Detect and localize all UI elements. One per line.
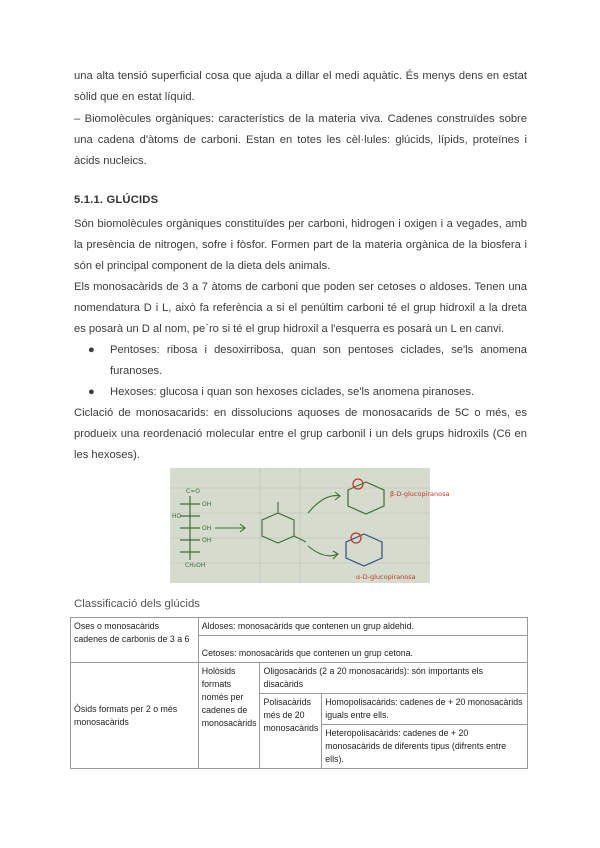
cell-aldoses	[198, 618, 527, 636]
cell-holosids: Holòsids formats només per cadenes de monosacàrids	[198, 663, 260, 769]
section-heading: 5.1.1. GLÚCIDS	[74, 194, 159, 206]
bullet-text: Pentoses: ribosa i desoxirribosa, quan son pentoses ciclades, se'ls anomena furanoses.	[110, 344, 527, 378]
def-aldoses: : monosacàrids que contenen un grup aldehid.	[233, 621, 414, 631]
cyclization-drawing	[170, 468, 450, 583]
bullet-hexoses	[88, 382, 527, 403]
bullet-text: Hexoses: glucosa i quan son hexoses ciclades, se'ls anomena piranoses.	[110, 386, 475, 398]
table-caption: Classificació dels glúcids	[74, 598, 200, 610]
svg-text:CH₂OH: CH₂OH	[185, 562, 206, 569]
paragraph-glucids-definition: Són biomolècules orgàniques constituïdes per carboni, hidrogen i oxigen i a vegades, amb la presència de nitrogen, sofre i fòsfor. Formen part de la materia orgànica de la biosfera i són el principal component de la dieta dels animals.	[74, 218, 527, 273]
svg-text:C=O: C=O	[186, 488, 200, 495]
cell-polisacarids: Polisacàrids més de 20 monosacàrids	[260, 694, 322, 769]
paragraph-biomolecules: – Biomolècules orgàniques: característics de la materia viva. Cadenes construïdes sobre una cadena d'àtoms de carboni. Estan en totes les cèl·lules: glúcids, lípids, proteïnes i àcids nucleics.	[74, 113, 527, 168]
svg-text:OH: OH	[202, 525, 212, 532]
svg-text:OH: OH	[202, 537, 212, 544]
def-cetoses: : monosacàrids que contenen un grup cetona.	[234, 648, 413, 658]
cell-oligosacarids: Oligosacàrids (2 a 20 monosacàrids): són importants els disacàrids	[260, 663, 528, 694]
handwritten-cyclization-figure	[170, 468, 450, 583]
term-aldoses: Aldoses	[201, 621, 234, 631]
bullet-icon: ●	[88, 386, 95, 398]
cell-osids: Òsids formats per 2 o més monosacàrids	[71, 663, 199, 769]
classification-table	[70, 617, 528, 769]
label-alpha: α-D-glucopiranosa	[356, 573, 416, 581]
bullet-pentoses	[88, 340, 527, 382]
bullet-icon: ●	[88, 344, 95, 356]
paragraph-monosaccharides: Els monosacàrids de 3 a 7 àtoms de carboni que poden ser cetoses o aldoses. Tenen una nomendatura D i L, això fa referència a si el penúltim carboni té el grup hidroxil a la dreta es posarà un D al nom, pe`ro si té el grup hidroxil a l'esquerra es posarà un L en canvi.	[74, 281, 527, 336]
svg-text:OH: OH	[202, 501, 212, 508]
cell-homopolisacarids: Homopolisacàrids: cadenes de + 20 monosacàrids iguals entre ells.	[322, 694, 528, 725]
cell-oses: Oses o monosacàrids cadenes de carbonis de 3 a 6	[71, 618, 199, 663]
cell-cetoses	[198, 636, 527, 663]
cell-heteropolisacarids: Heteropolisacàrids: cadenes de + 20 monosacàrids de diferents tipus (difrents entre ells).	[322, 725, 528, 769]
label-beta: β-D-glucopiranosa	[390, 490, 450, 498]
paragraph-cyclization: Ciclació de monosacarids: en dissolucions aquoses de monosacarids de 5C o més, es produeix una reordenació molecular entre el grup carbonil i un dels grups hidroxils (C6 en les hexoses).	[74, 407, 527, 462]
svg-text:HO: HO	[172, 513, 182, 520]
term-cetoses: Cetoses	[201, 648, 234, 658]
paragraph-water: una alta tensió superficial cosa que ajuda a dillar el medi aquàtic. És menys dens en estat sòlid que en estat líquid.	[74, 70, 527, 104]
